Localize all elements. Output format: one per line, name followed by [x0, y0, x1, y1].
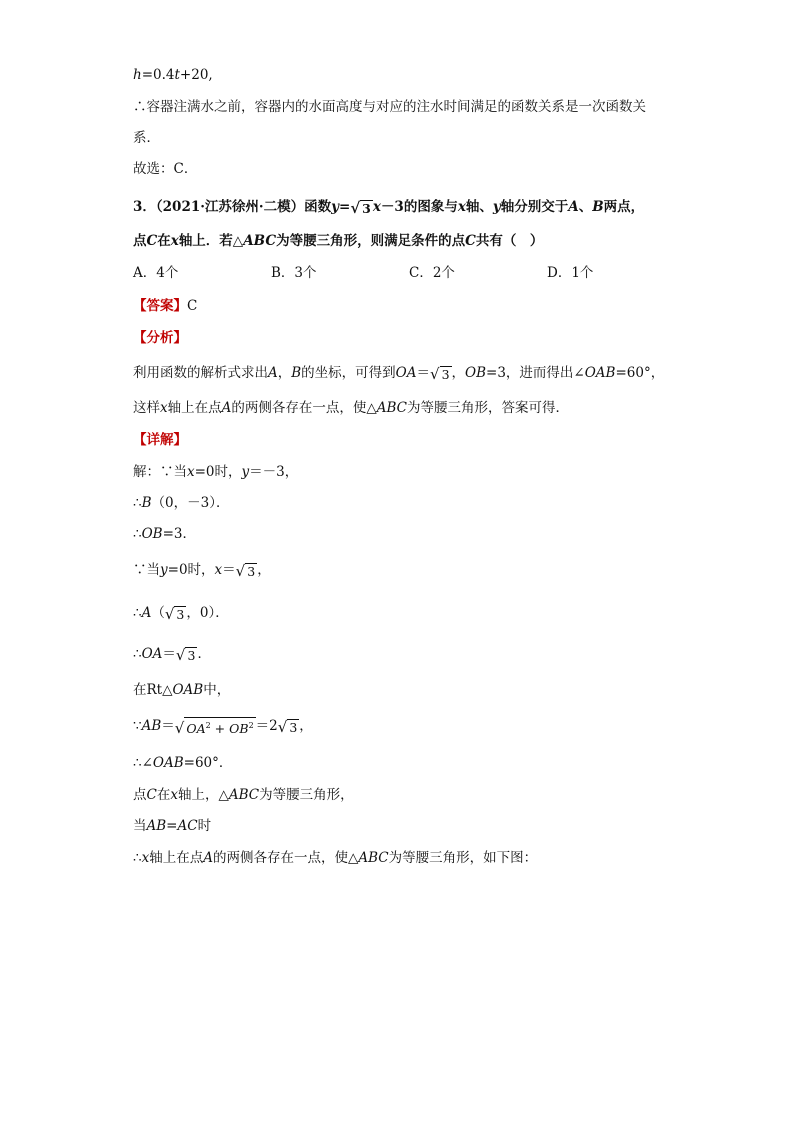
text: 为等腰三角形，则满足条件的点: [276, 233, 466, 249]
var: B: [141, 495, 152, 511]
var: C: [146, 233, 158, 249]
var: OAB: [172, 682, 204, 698]
var: A: [203, 850, 213, 866]
exponent: 2: [205, 720, 211, 730]
var: A: [268, 365, 278, 381]
text: ∴∠: [133, 755, 153, 771]
detail-line-12: [133, 847, 537, 869]
text: ∵当: [133, 562, 160, 578]
text: ＝: [162, 646, 176, 662]
text: ＝2: [255, 718, 278, 734]
analysis-line-1: [133, 362, 664, 384]
var: B: [592, 199, 604, 215]
text: ∴: [133, 605, 142, 621]
var: x: [170, 787, 178, 803]
text: （0，－3）．: [151, 495, 230, 511]
detail-tag: [133, 429, 187, 451]
text: ∴: [133, 646, 142, 662]
var: B: [291, 365, 302, 381]
radical-sign: √: [174, 719, 185, 738]
var: ABC: [358, 850, 389, 866]
detail-line-8: [133, 715, 313, 737]
detail-line-9: [133, 752, 232, 774]
text: 中，: [203, 682, 231, 698]
question-3-cont: [133, 230, 543, 252]
radicand: 3: [176, 606, 185, 622]
var: ABC: [376, 400, 408, 416]
radicand: 3: [441, 366, 450, 382]
text: 这样: [133, 400, 160, 416]
text: 的坐标，可得到: [301, 365, 396, 381]
text: ，: [277, 365, 292, 381]
var: A: [568, 199, 579, 215]
var: OB: [141, 526, 163, 542]
radical-sign: √: [164, 604, 175, 623]
var: x: [372, 199, 381, 215]
text: ．: [197, 646, 211, 662]
sqrt-3: [176, 647, 198, 663]
text: =0.4: [141, 67, 175, 83]
question-source: （2021·江苏徐州·二模）函数: [155, 199, 332, 215]
var: OB: [465, 365, 487, 381]
detail-line-4: [133, 559, 271, 581]
sqrt-3: [165, 606, 187, 622]
var: x: [170, 233, 179, 249]
radicand: 3: [187, 647, 196, 663]
text: （: [151, 605, 165, 621]
var: x: [187, 464, 195, 480]
options-row: [133, 262, 685, 284]
line-conclusion-cont: 系．: [133, 130, 160, 146]
radical-sign: √: [277, 717, 288, 736]
tag-text: 【详解】: [133, 432, 187, 448]
var: x: [457, 199, 466, 215]
text: 轴、: [465, 199, 493, 215]
var: x: [214, 562, 223, 578]
radical-sign: √: [175, 645, 186, 664]
option-d: D．1个: [547, 265, 594, 281]
var: AB=AC: [146, 818, 198, 834]
detail-line-2: [133, 492, 229, 514]
analysis-line-2: [133, 397, 569, 419]
answer-tag: 【答案】: [133, 298, 187, 314]
radicand: 3: [247, 563, 256, 579]
text: 在: [157, 233, 171, 249]
var: C: [146, 787, 157, 803]
line-function-h: [133, 64, 213, 86]
text: =3．: [162, 526, 196, 542]
text: 为等腰三角形，如下图：: [388, 850, 538, 866]
var: A: [221, 400, 232, 416]
text: +20,: [179, 67, 213, 83]
text: ＝: [161, 718, 175, 734]
text: 时: [197, 818, 212, 834]
text: 在Rt△: [133, 682, 173, 698]
sqrt-pythagoras: [175, 717, 256, 736]
var: AB: [141, 718, 162, 734]
detail-line-10: [133, 784, 354, 806]
var: OA: [141, 646, 163, 662]
text: ，: [299, 718, 313, 734]
radicand: 3: [362, 200, 371, 216]
tag-text: 【分析】: [133, 330, 187, 346]
var: OB: [229, 721, 249, 737]
var: x: [141, 850, 150, 866]
text: ，: [257, 562, 271, 578]
sqrt-3: [430, 366, 452, 382]
var: ABC: [243, 233, 277, 249]
text: 点: [133, 787, 147, 803]
text: 共有（ ）: [475, 233, 544, 249]
var: y: [241, 464, 250, 480]
line-conclusion: ∴容器注满水之前，容器内的水面高度与对应的注水时间满足的函数关系是一次函数关: [133, 99, 646, 115]
text: 的两侧各存在一点，使△: [231, 400, 377, 416]
option-c: C．2个: [409, 265, 455, 281]
option-b: B．3个: [271, 265, 317, 281]
text: ∴: [133, 526, 142, 542]
text: 在: [156, 787, 171, 803]
text: 为等腰三角形，: [259, 787, 354, 803]
text: ＝: [416, 365, 430, 381]
text: 的两侧各存在一点，使△: [212, 850, 359, 866]
var: y: [331, 199, 339, 215]
text: 轴上，△: [177, 787, 229, 803]
var: A: [141, 605, 152, 621]
text: 当: [133, 818, 147, 834]
detail-line-1: [133, 461, 298, 483]
text: 两点，: [603, 199, 645, 215]
var: y: [160, 562, 168, 578]
var-h: h: [133, 67, 142, 83]
radicand: [184, 717, 255, 736]
radical-sign: √: [235, 561, 246, 580]
text: ∴: [133, 850, 142, 866]
detail-line-5: [133, 602, 229, 624]
var-t: t: [174, 67, 180, 83]
radical-sign: √: [350, 198, 361, 217]
analysis-tag: [133, 327, 187, 349]
radicand: 3: [289, 719, 298, 735]
detail-line-3: [133, 523, 196, 545]
exponent: 2: [248, 720, 254, 730]
sqrt-3: [236, 563, 258, 579]
text: ∴: [133, 495, 142, 511]
text: 、: [578, 199, 593, 215]
text: +: [210, 721, 230, 737]
detail-line-11: [133, 815, 211, 837]
var: OAB: [152, 755, 184, 771]
var: x: [160, 400, 168, 416]
var: y: [492, 199, 501, 215]
detail-line-6: [133, 643, 211, 665]
sqrt-3: [350, 200, 373, 216]
text: ∵: [133, 718, 142, 734]
text: =60°．: [183, 755, 233, 771]
var: OAB: [584, 365, 616, 381]
text: 利用函数的解析式求出: [133, 365, 268, 381]
text: 轴分别交于: [500, 199, 569, 215]
text: 点: [133, 233, 147, 249]
text: ＝－3，: [249, 464, 299, 480]
text: 解：∵当: [133, 464, 187, 480]
text: －3的图象与: [380, 199, 458, 215]
line-choose: 故选：C．: [133, 161, 198, 177]
radical-sign: √: [430, 364, 440, 383]
text: =60°，: [615, 365, 665, 381]
text: 为等腰三角形，答案可得．: [407, 400, 570, 416]
question-number: 3．: [133, 199, 156, 215]
text: =3，进而得出∠: [486, 365, 585, 381]
text: ，0）．: [186, 605, 229, 621]
var: ABC: [228, 787, 260, 803]
var: OA: [186, 721, 206, 737]
sqrt-3: [278, 719, 300, 735]
detail-line-7: [133, 679, 230, 701]
answer-line: [133, 295, 197, 317]
text: 轴上在点: [149, 850, 204, 866]
text: =: [339, 199, 351, 215]
option-a: A．4个: [133, 265, 179, 281]
text: =0时，: [167, 562, 215, 578]
text: ，: [451, 365, 466, 381]
text: =0时，: [194, 464, 242, 480]
var: OA: [395, 365, 417, 381]
text: 轴上．若△: [178, 233, 244, 249]
var: C: [465, 233, 476, 249]
text: 轴上在点: [167, 400, 222, 416]
text: ＝: [222, 562, 236, 578]
question-3: [133, 196, 644, 218]
answer-value: C: [187, 298, 198, 314]
